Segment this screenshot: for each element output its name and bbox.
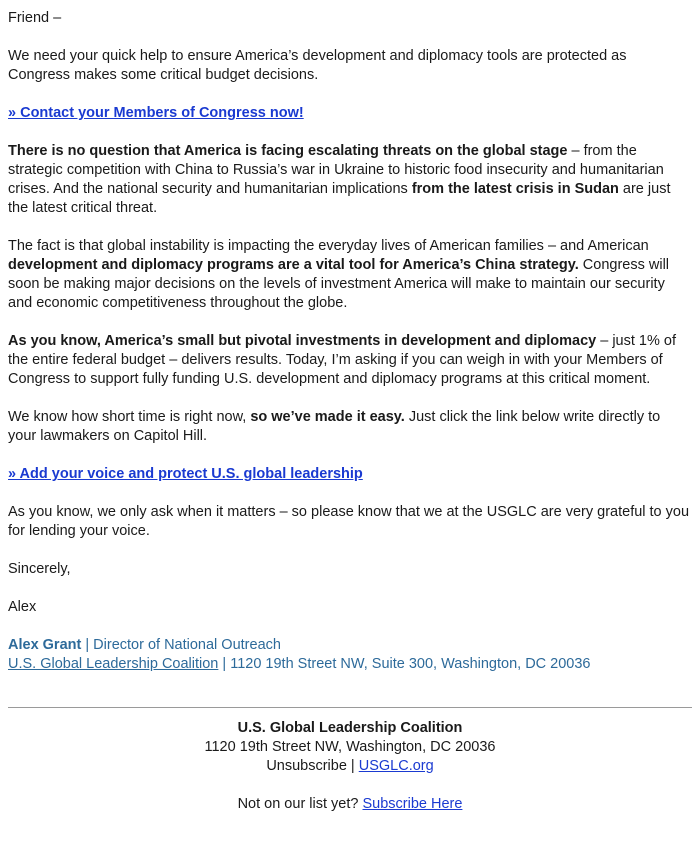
subscribe-here-link[interactable]: Subscribe Here [362,796,463,812]
threats-text-2: are just the latest critical threat. [8,181,671,216]
closing: Sincerely, [8,561,71,577]
threats-paragraph [8,142,692,218]
contact-congress-link[interactable]: » Contact your Members of Congress now! [8,105,304,121]
greeting: Friend – [8,10,62,26]
usglc-site-link[interactable]: USGLC.org [358,758,434,774]
signature-org-link[interactable]: U.S. Global Leadership Coalition [8,656,219,672]
threats-bold-1: There is no question that America is facing escalating threats on the global stage [8,143,568,159]
signature-line-1 [8,636,692,655]
cta-paragraph-2 [8,465,692,484]
threats-text-1: – from the strategic competition with China to Russia’s war in Ukraine to historic food insecurity and humanitarian crises. And the national security and humanitarian implications [8,143,664,197]
footer-org: U.S. Global Leadership Coalition [237,720,463,736]
add-your-voice-link[interactable]: » Add your voice and protect U.S. global leadership [8,466,363,482]
signature-block [8,636,692,674]
gratitude-paragraph: As you know, we only ask when it matters – so please know that we at the USGLC are very grateful to you for lending your voice. [8,504,690,539]
easy-bold: so we’ve made it easy. [250,409,405,425]
footer-separator: | [346,758,359,774]
easy-text-1: We know how short time is right now, [8,409,251,425]
signature-line-2 [8,655,692,674]
footer-subscribe-line [8,795,692,814]
investments-paragraph [8,332,692,389]
footer-divider [8,707,692,708]
signature-title: Director of National Outreach [93,637,281,653]
instability-text-2: Congress will soon be making major decisions on the levels of investment America will make to maintain our security and economic competitiveness throughout the globe. [8,257,670,311]
easy-paragraph [8,408,692,446]
footer-links [8,757,692,776]
intro-paragraph: We need your quick help to ensure America’s development and diplomacy tools are protected as Congress makes some critical budget decisions. [8,48,627,83]
instability-text-1: The fact is that global instability is impacting the everyday lives of American families – and American [8,238,649,254]
unsubscribe-link[interactable]: Unsubscribe [266,758,347,774]
cta-paragraph-1 [8,104,692,123]
footer-address: 1120 19th Street NW, Washington, DC 20036 [204,739,496,755]
signature-address: 1120 19th Street NW, Suite 300, Washington, DC 20036 [230,656,591,672]
easy-text-2: Just click the link below write directly to your lawmakers on Capitol Hill. [8,409,661,444]
signoff: Alex [8,599,37,615]
instability-bold: development and diplomacy programs are a vital tool for America’s China strategy. [8,257,579,273]
instability-paragraph [8,237,692,313]
investments-bold: As you know, America’s small but pivotal investments in development and diplomacy [8,333,597,349]
email-footer [8,719,692,814]
signature-separator: | [81,637,94,653]
signature-separator-2: | [218,656,231,672]
threats-bold-2: from the latest crisis in Sudan [411,181,619,197]
footer-spacer [8,776,692,795]
investments-text: – just 1% of the entire federal budget – delivers results. Today, I’m asking if you can weigh in with your Members of Congress to support fully funding U.S. development and diplomacy programs at this critical moment. [8,333,676,387]
signature-name: Alex Grant [8,637,82,653]
not-on-list-text: Not on our list yet? [237,796,363,812]
